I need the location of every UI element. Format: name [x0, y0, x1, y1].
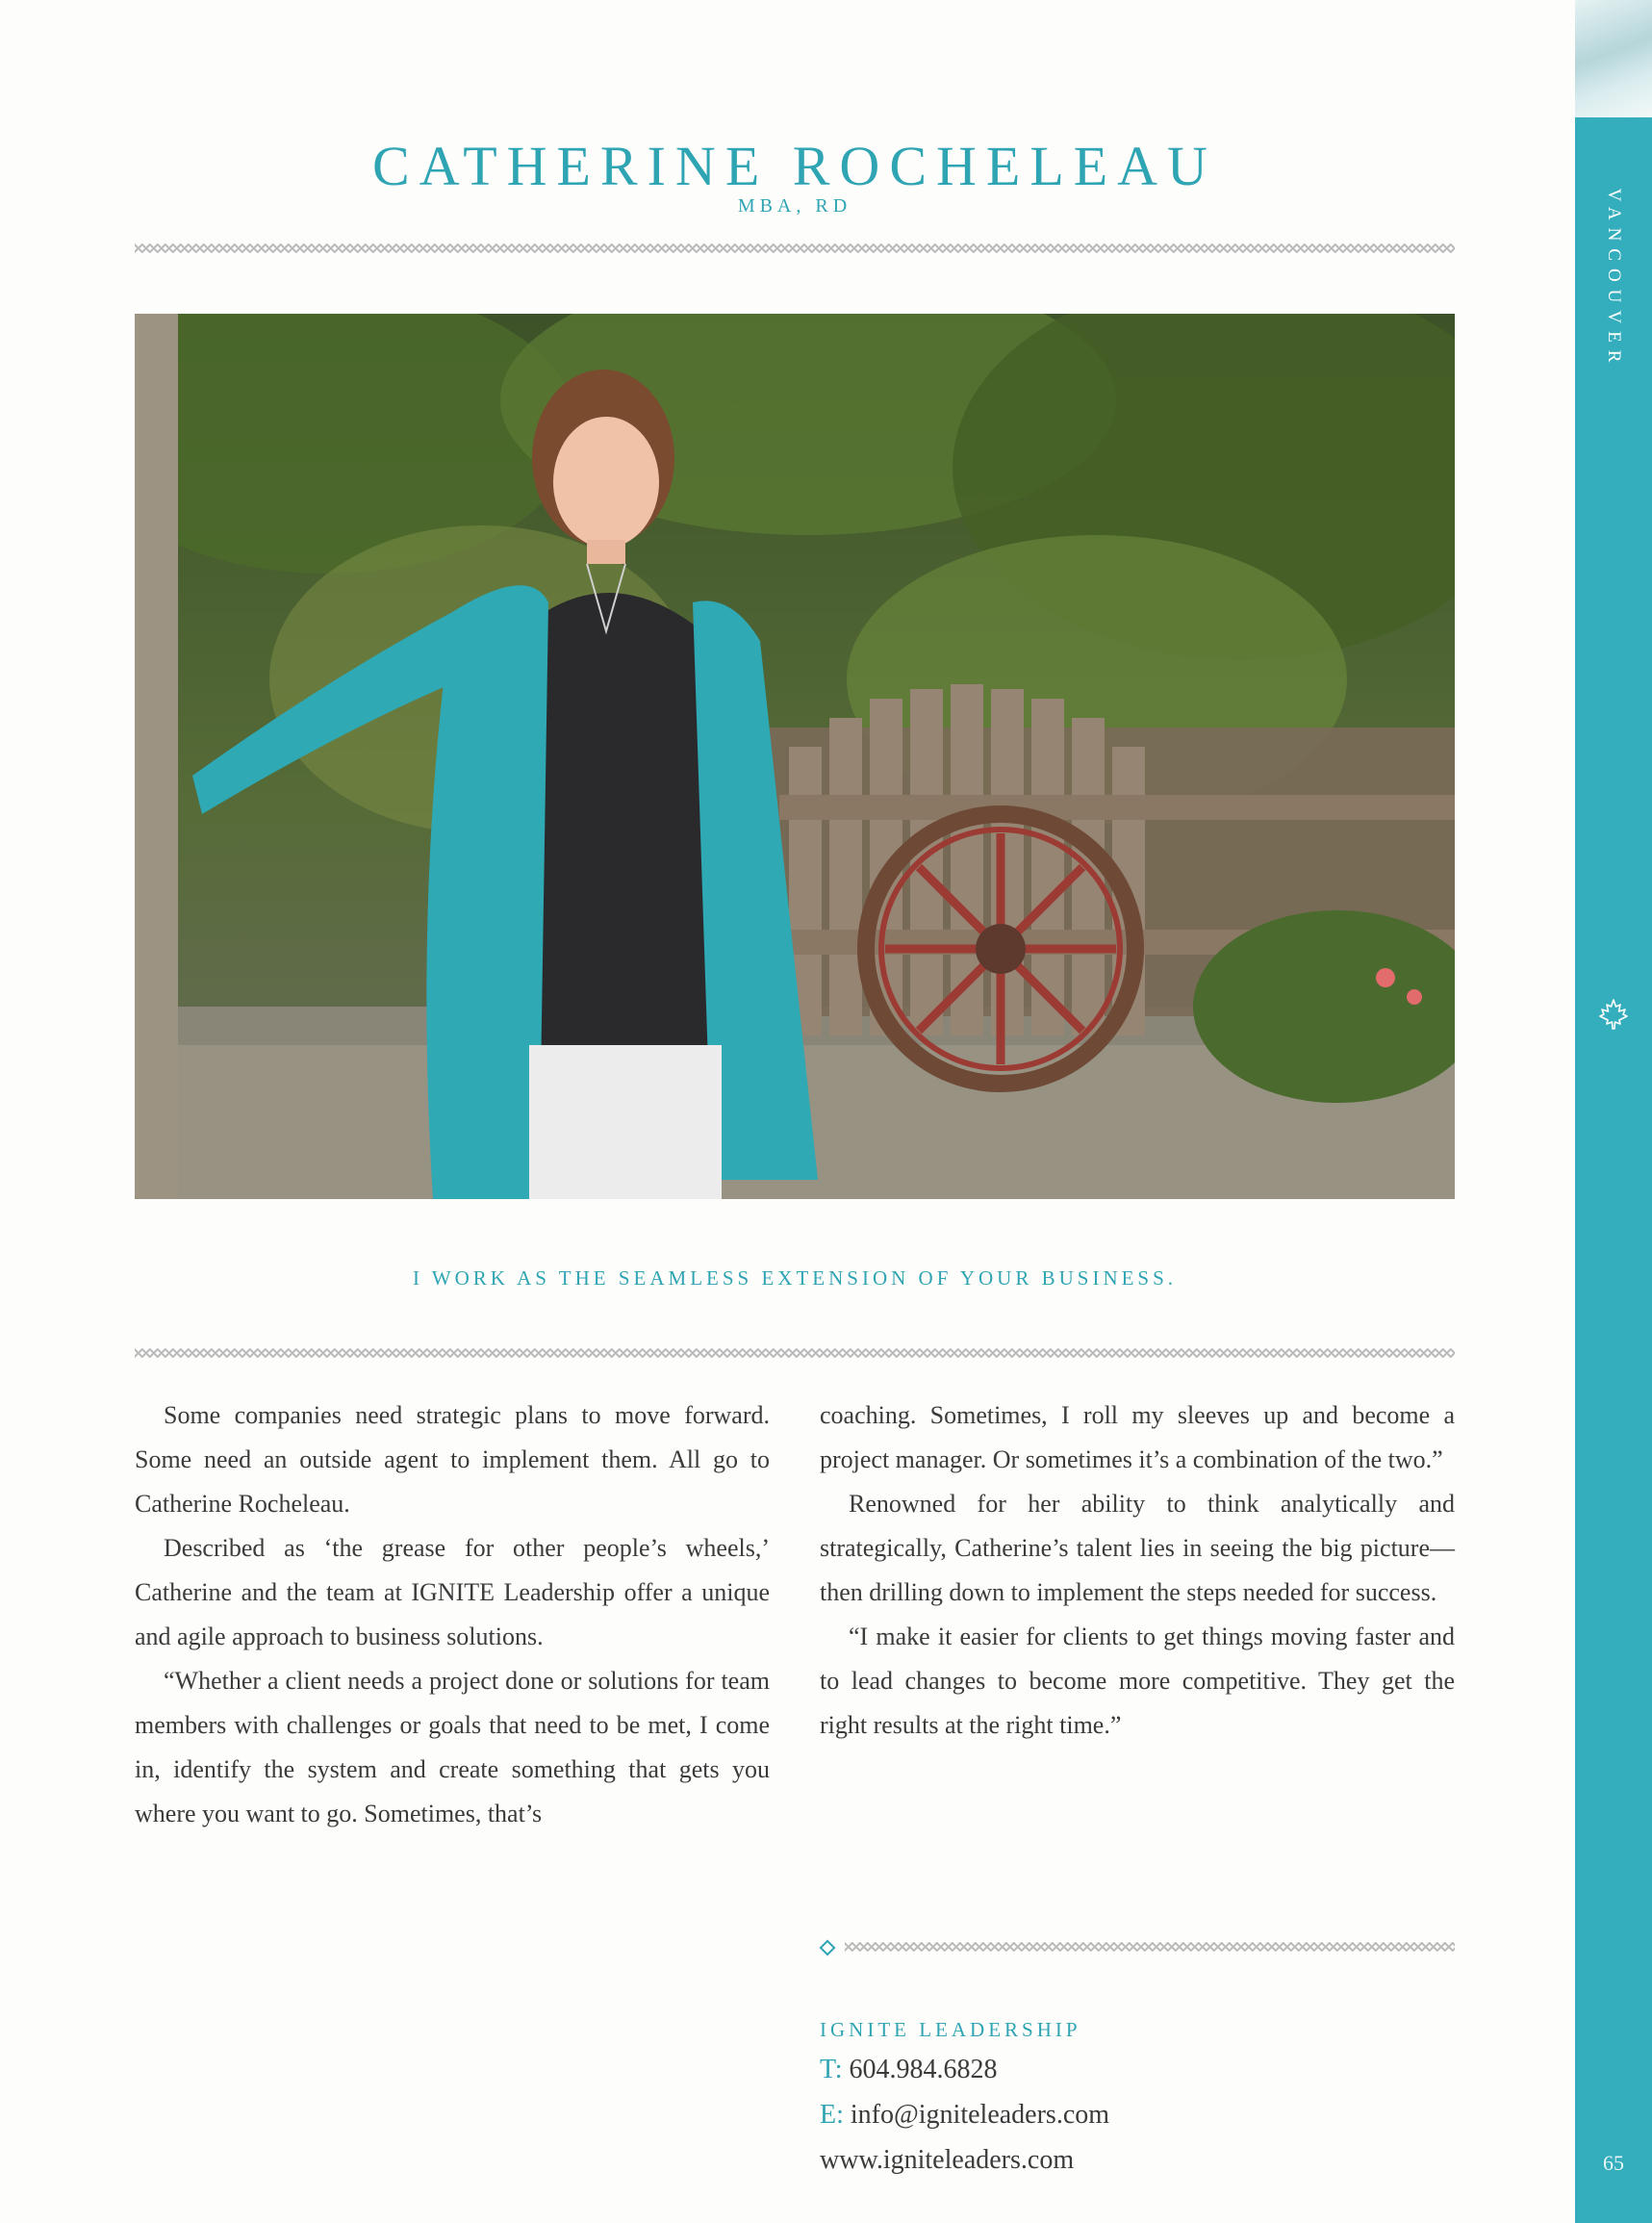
sidebar-city-label: VANCOUVER — [1604, 188, 1624, 370]
portrait-photo-illustration — [135, 314, 1455, 1199]
body-column-left — [135, 1393, 770, 1836]
sidebar-decorative-top — [1575, 0, 1652, 117]
body-paragraph: “Whether a client needs a project done or solutions for team members with challenges or goals that need to be met, I come in, identify the system and create something that gets you where you want to go. Sometimes, that’s — [135, 1667, 770, 1827]
credentials: MBA, RD — [737, 195, 852, 217]
email-link[interactable]: info@igniteleaders.com — [850, 2100, 1110, 2130]
tagline: I WORK AS THE SEAMLESS EXTENSION OF YOUR BUSINESS. — [412, 1266, 1178, 1290]
sidebar — [1575, 0, 1652, 2223]
tagline-divider — [135, 1348, 1455, 1358]
maple-leaf-icon — [1596, 997, 1631, 1032]
contact-phone-line — [820, 2055, 998, 2085]
body-column-right — [820, 1393, 1455, 1748]
body-paragraph: “I make it easier for clients to get things moving faster and to lead changes to become more competitive. They get the right results at the right time.” — [820, 1623, 1455, 1739]
body-paragraph: Renowned for her ability to think analytically and strategically, Catherine’s talent lies in seeing the big picture—then drilling down to implement the steps needed for success. — [820, 1490, 1455, 1606]
page-title: CATHERINE ROCHELEAU — [372, 135, 1217, 197]
contact-divider-line — [845, 1942, 1455, 1952]
email-label: E: — [820, 2100, 844, 2130]
page-number: 65 — [1603, 2151, 1624, 2175]
portrait-photo — [135, 314, 1455, 1199]
body-paragraph: Described as ‘the grease for other people’s wheels,’ Catherine and the team at IGNITE Leadership offer a unique and agile approach to business solutions. — [135, 1534, 770, 1650]
website-link[interactable]: www.igniteleaders.com — [820, 2145, 1075, 2175]
body-paragraph: coaching. Sometimes, I roll my sleeves up and become a project manager. Or sometimes it’s a combination of the two.” — [820, 1401, 1455, 1473]
phone-number[interactable]: 604.984.6828 — [849, 2055, 998, 2084]
header-divider — [135, 243, 1455, 253]
company-name: IGNITE LEADERSHIP — [820, 2018, 1081, 2041]
phone-label: T: — [820, 2055, 843, 2084]
contact-divider — [820, 1940, 1455, 1954]
contact-email-line — [820, 2100, 1109, 2131]
body-paragraph: Some companies need strategic plans to move forward. Some need an outside agent to implement them. All go to Catherine Rocheleau. — [135, 1401, 770, 1518]
diamond-icon — [820, 1940, 836, 1956]
